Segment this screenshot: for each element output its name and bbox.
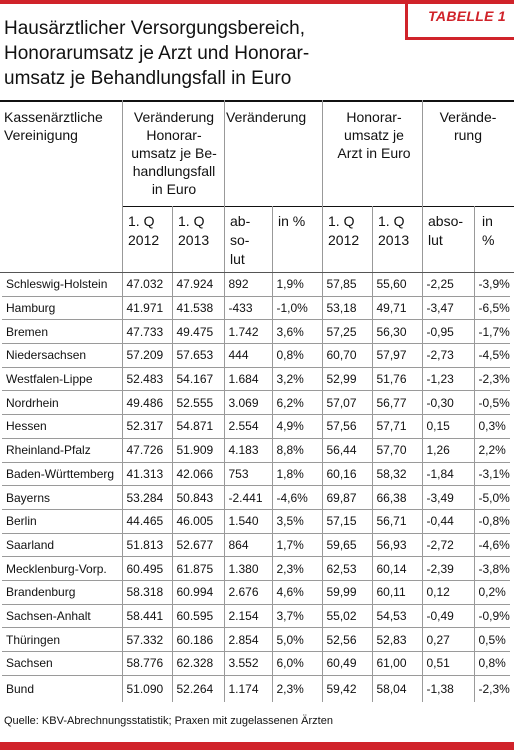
- source-note: Quelle: KBV-Abrechnungsstatistik; Praxen mit zugelassenen Ärzten: [4, 715, 333, 727]
- value-cell: 54.871: [172, 415, 224, 439]
- value-cell: 58,32: [372, 462, 422, 486]
- value-cell: 892: [224, 273, 272, 296]
- value-cell: -0,30: [422, 391, 474, 415]
- subheader-pct-a: in %: [278, 213, 306, 229]
- value-cell: 4.183: [224, 438, 272, 462]
- value-cell: 41.538: [172, 296, 224, 320]
- value-cell: 54,53: [372, 604, 422, 628]
- row-label-cell: Rheinland-Pfalz: [2, 438, 122, 462]
- row-label-cell: Westfalen-Lippe: [2, 367, 122, 391]
- value-cell: 47.733: [122, 320, 172, 344]
- subheader-line: in: [482, 213, 493, 229]
- subheader-line: 1. Q: [328, 213, 355, 229]
- row-label-cell: Sachsen-Anhalt: [2, 604, 122, 628]
- value-cell: 3.069: [224, 391, 272, 415]
- value-cell: 60,16: [322, 462, 372, 486]
- value-cell: 47.032: [122, 273, 172, 296]
- value-cell: 42.066: [172, 462, 224, 486]
- table-row: [2, 557, 510, 581]
- value-cell: 51.090: [122, 675, 172, 702]
- value-cell: 60.495: [122, 557, 172, 581]
- value-cell: 58.776: [122, 652, 172, 676]
- value-cell: 3,2%: [272, 367, 322, 391]
- value-cell: 49.475: [172, 320, 224, 344]
- subheader-line: 1. Q: [178, 213, 205, 229]
- table-row: [2, 628, 510, 652]
- value-cell: -1,84: [422, 462, 474, 486]
- row-label-cell: Sachsen: [2, 652, 122, 676]
- value-cell: 56,71: [372, 509, 422, 533]
- value-cell: 60.595: [172, 604, 224, 628]
- value-cell: 59,42: [322, 675, 372, 702]
- table-title: [4, 16, 404, 91]
- value-cell: -3,47: [422, 296, 474, 320]
- value-cell: 57,70: [372, 438, 422, 462]
- value-cell: 0,27: [422, 628, 474, 652]
- value-cell: 2.676: [224, 580, 272, 604]
- value-cell: 1,26: [422, 438, 474, 462]
- value-cell: 54.167: [172, 367, 224, 391]
- table-row: [2, 652, 510, 676]
- value-cell: -2.441: [224, 486, 272, 510]
- value-cell: 57.332: [122, 628, 172, 652]
- value-cell: 57,71: [372, 415, 422, 439]
- subheader-line: 1. Q: [128, 213, 155, 229]
- value-cell: 53,18: [322, 296, 372, 320]
- value-cell: -1,7%: [474, 320, 510, 344]
- row-label-cell: Nordrhein: [2, 391, 122, 415]
- value-cell: -2,3%: [474, 367, 510, 391]
- row-label-cell: Mecklenburg-Vorp.: [2, 557, 122, 581]
- row-label-cell: Hamburg: [2, 296, 122, 320]
- value-cell: 59,65: [322, 533, 372, 557]
- value-cell: 0,12: [422, 580, 474, 604]
- value-cell: 47.924: [172, 273, 224, 296]
- header-divider: [422, 100, 423, 273]
- subheader-line: so-: [230, 232, 250, 248]
- subheader-q2012-a: [128, 212, 159, 250]
- value-cell: 52,56: [322, 628, 372, 652]
- table-row: [2, 533, 510, 557]
- value-cell: 58,04: [372, 675, 422, 702]
- value-cell: -3,1%: [474, 462, 510, 486]
- row-label-cell: Brandenburg: [2, 580, 122, 604]
- value-cell: 2.554: [224, 415, 272, 439]
- header-veraenderung: Veränderung: [226, 109, 307, 125]
- value-cell: 1,9%: [272, 273, 322, 296]
- value-cell: 52,99: [322, 367, 372, 391]
- subheader-absolut-b: abso-lut: [428, 213, 464, 248]
- value-cell: 62,53: [322, 557, 372, 581]
- table-row: [2, 580, 510, 604]
- value-cell: 2,3%: [272, 675, 322, 702]
- value-cell: 3.552: [224, 652, 272, 676]
- value-cell: 57.209: [122, 344, 172, 368]
- header-line: Honorar-: [146, 127, 202, 143]
- value-cell: 58.441: [122, 604, 172, 628]
- bottom-accent-bar: [0, 742, 514, 750]
- value-cell: 1,7%: [272, 533, 322, 557]
- value-cell: -2,3%: [478, 681, 510, 696]
- subheader-line: ab-: [230, 213, 251, 229]
- row-label-cell: Bund: [2, 675, 122, 702]
- value-cell: 56,44: [322, 438, 372, 462]
- table-row: [2, 391, 510, 415]
- value-cell: 56,30: [372, 320, 422, 344]
- value-cell: 52.677: [172, 533, 224, 557]
- value-cell: 51.909: [172, 438, 224, 462]
- value-cell: 55,02: [322, 604, 372, 628]
- row-label-cell: Niedersachsen: [2, 344, 122, 368]
- value-cell: 0,8%: [272, 344, 322, 368]
- value-cell: 3,6%: [272, 320, 322, 344]
- value-cell: -0,5%: [474, 391, 510, 415]
- value-cell: 0,15: [422, 415, 474, 439]
- value-cell: -3,9%: [474, 273, 510, 296]
- value-cell: 1.540: [224, 509, 272, 533]
- value-cell: 0,8%: [474, 652, 510, 676]
- value-cell: 4,9%: [272, 415, 322, 439]
- value-cell: 62.328: [172, 652, 224, 676]
- header-divider: [474, 206, 475, 273]
- subheader-pct-b: [482, 212, 494, 250]
- value-cell: -6,5%: [474, 296, 510, 320]
- row-label-cell: Berlin: [2, 509, 122, 533]
- title-line: Hausärztlicher Versorgungsbereich,: [4, 18, 305, 39]
- header-kv-line: Kassenärztliche: [4, 109, 103, 125]
- value-cell: 60,14: [372, 557, 422, 581]
- value-cell: -0,44: [422, 509, 474, 533]
- header-line: Arzt in Euro: [337, 145, 411, 161]
- table-row: [2, 604, 510, 628]
- table-row: [2, 367, 510, 391]
- row-label-cell: Schleswig-Holstein: [2, 273, 122, 296]
- header-divider: [372, 206, 373, 273]
- value-cell: 61.875: [172, 557, 224, 581]
- value-cell: 59,99: [322, 580, 372, 604]
- value-cell: 60.994: [172, 580, 224, 604]
- value-cell: 0,2%: [474, 580, 510, 604]
- value-cell: 55,60: [372, 273, 422, 296]
- value-cell: -4,6%: [474, 533, 510, 557]
- value-cell: 41.313: [122, 462, 172, 486]
- value-cell: 753: [224, 462, 272, 486]
- header-line: in Euro: [151, 181, 197, 197]
- header-veraenderung2: [426, 108, 510, 144]
- value-cell: 46.005: [172, 509, 224, 533]
- value-cell: -1,23: [422, 367, 474, 391]
- value-cell: 51.813: [122, 533, 172, 557]
- value-cell: 3,7%: [272, 604, 322, 628]
- table-row: [2, 486, 510, 510]
- value-cell: 2.154: [224, 604, 272, 628]
- value-cell: 5,0%: [272, 628, 322, 652]
- row-label-cell: Saarland: [2, 533, 122, 557]
- value-cell: -3,49: [422, 486, 474, 510]
- value-cell: 41.971: [122, 296, 172, 320]
- value-cell: 60,11: [372, 580, 422, 604]
- table-row: [2, 320, 510, 344]
- value-cell: 44.465: [122, 509, 172, 533]
- header-line: Verände-: [439, 109, 497, 125]
- value-cell: -0,49: [422, 604, 474, 628]
- value-cell: 57,85: [322, 273, 372, 296]
- value-cell: 8,8%: [272, 438, 322, 462]
- header-line: Honorar-: [346, 109, 402, 125]
- value-cell: -4,6%: [272, 486, 322, 510]
- subheader-line: 2012: [328, 232, 360, 248]
- table-row: [2, 462, 510, 486]
- value-cell: -3,8%: [474, 557, 510, 581]
- subheader-line: 2013: [178, 232, 210, 248]
- value-cell: 49,71: [372, 296, 422, 320]
- value-cell: 57,97: [372, 344, 422, 368]
- value-cell: 57,56: [322, 415, 372, 439]
- header-divider: [272, 206, 273, 273]
- value-cell: 1.742: [224, 320, 272, 344]
- value-cell: 66,38: [372, 486, 422, 510]
- value-cell: -0,9%: [474, 604, 510, 628]
- subheader-rule: [122, 206, 514, 207]
- table-row: [2, 296, 510, 320]
- value-cell: 49.486: [122, 391, 172, 415]
- value-cell: -2,73: [422, 344, 474, 368]
- value-cell: 52.483: [122, 367, 172, 391]
- value-cell: 0,51: [422, 652, 474, 676]
- header-divider: [122, 100, 123, 273]
- value-cell: -1,0%: [272, 296, 322, 320]
- table-label: TABELLE 1: [428, 8, 506, 24]
- header-divider: [172, 206, 173, 273]
- table-row: [2, 273, 510, 296]
- table-row: [2, 438, 510, 462]
- value-cell: 69,87: [322, 486, 372, 510]
- header-line: handlungsfall: [132, 163, 216, 179]
- value-cell: -5,0%: [474, 486, 510, 510]
- row-label-cell: Baden-Württemberg: [2, 462, 122, 486]
- value-cell: -0,95: [422, 320, 474, 344]
- value-cell: 56,77: [372, 391, 422, 415]
- value-cell: -2,25: [422, 273, 474, 296]
- value-cell: 57,07: [322, 391, 372, 415]
- value-cell: -4,5%: [474, 344, 510, 368]
- row-label-cell: Bayerns: [2, 486, 122, 510]
- value-cell: 52.264: [172, 675, 224, 702]
- title-line: Honorarumsatz je Arzt und Honorar-: [4, 43, 310, 64]
- value-cell: 60,49: [322, 652, 372, 676]
- subheader-line: %: [482, 232, 495, 248]
- value-cell: 6,0%: [272, 652, 322, 676]
- value-cell: 52.317: [122, 415, 172, 439]
- value-cell: 2.854: [224, 628, 272, 652]
- table-row: [2, 675, 510, 702]
- value-cell: 60,70: [322, 344, 372, 368]
- subheader-line: 1. Q: [378, 213, 405, 229]
- value-cell: -1,38: [422, 675, 474, 702]
- value-cell: -2,39: [422, 557, 474, 581]
- value-cell: 1.380: [224, 557, 272, 581]
- subheader-q2013-b: [378, 212, 409, 250]
- header-kv: [4, 108, 103, 144]
- value-cell: 51,76: [372, 367, 422, 391]
- value-cell: 57,15: [322, 509, 372, 533]
- table-row: [2, 415, 510, 439]
- value-cell: 864: [224, 533, 272, 557]
- table-body: [2, 273, 510, 702]
- value-cell: 52,83: [372, 628, 422, 652]
- row-label-cell: Thüringen: [2, 628, 122, 652]
- row-label-cell: Hessen: [2, 415, 122, 439]
- value-cell: 52.555: [172, 391, 224, 415]
- value-cell: 56,93: [372, 533, 422, 557]
- header-honorar-arzt: [328, 108, 420, 162]
- subheader-line: lut: [230, 251, 245, 267]
- header-veraenderung-fall: [124, 108, 224, 198]
- value-cell: 47.726: [122, 438, 172, 462]
- value-cell: -433: [224, 296, 272, 320]
- title-line: umsatz je Behandlungsfall in Euro: [4, 68, 292, 89]
- value-cell: 1,8%: [272, 462, 322, 486]
- row-label-cell: Bremen: [2, 320, 122, 344]
- header-line: Veränderung: [133, 109, 215, 125]
- value-cell: 0,3%: [474, 415, 510, 439]
- value-cell: 2,3%: [272, 557, 322, 581]
- data-table: [2, 273, 510, 702]
- value-cell: 57,25: [322, 320, 372, 344]
- value-cell: 1.174: [224, 675, 272, 702]
- value-cell: 2,2%: [474, 438, 510, 462]
- header-top-rule: [0, 100, 514, 102]
- value-cell: 57.653: [172, 344, 224, 368]
- value-cell: 58.318: [122, 580, 172, 604]
- header-line: rung: [453, 127, 483, 143]
- header-line: umsatz je Be-: [131, 145, 217, 161]
- subheader-q2012-b: [328, 212, 359, 250]
- value-cell: 60.186: [172, 628, 224, 652]
- value-cell: -2,72: [422, 533, 474, 557]
- value-cell: 53.284: [122, 486, 172, 510]
- value-cell: 444: [224, 344, 272, 368]
- subheader-q2013-a: [178, 212, 209, 250]
- value-cell: 3,5%: [272, 509, 322, 533]
- subheader-absolut-a: [230, 212, 250, 269]
- value-cell: 50.843: [172, 486, 224, 510]
- value-cell: 61,00: [372, 652, 422, 676]
- value-cell: 4,6%: [272, 580, 322, 604]
- header-line: umsatz je: [344, 127, 404, 143]
- value-cell: 1.684: [224, 367, 272, 391]
- header-kv-line: Vereinigung: [4, 127, 78, 143]
- value-cell: 0,5%: [474, 628, 510, 652]
- header-divider: [224, 100, 225, 273]
- subheader-line: 2013: [378, 232, 410, 248]
- value-cell: 6,2%: [272, 391, 322, 415]
- table-row: [2, 344, 510, 368]
- header-divider: [322, 100, 323, 273]
- subheader-line: 2012: [128, 232, 160, 248]
- table-row: [2, 509, 510, 533]
- value-cell: -0,8%: [474, 509, 510, 533]
